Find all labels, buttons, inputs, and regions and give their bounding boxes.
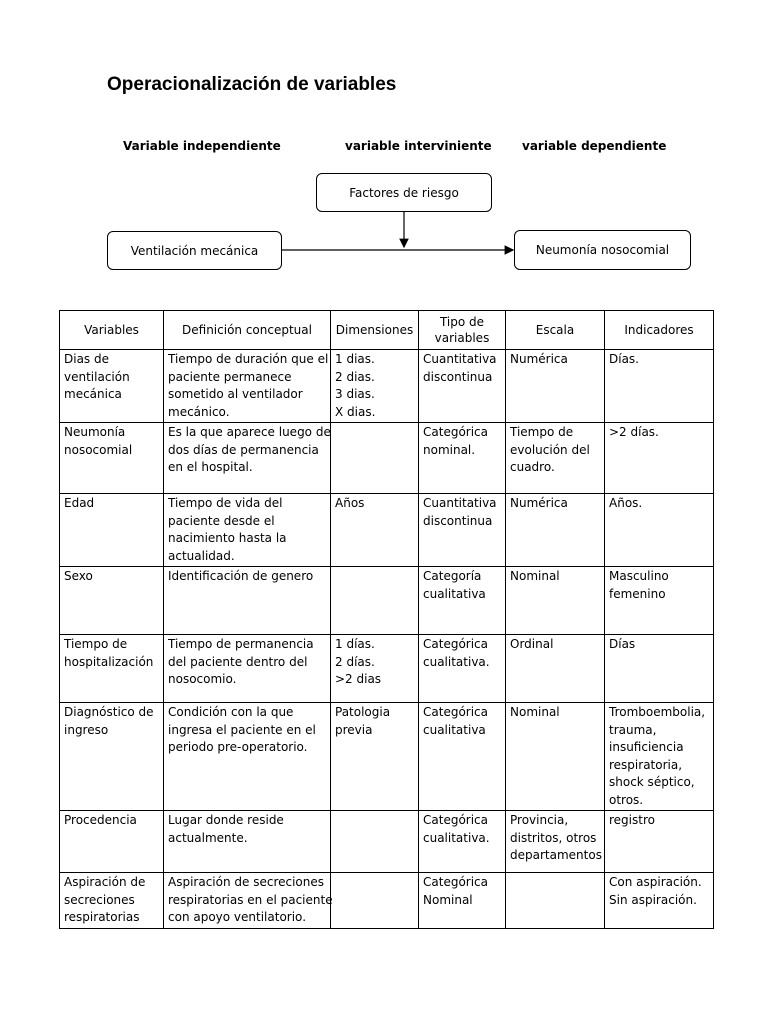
cell-text: nominal. [423,442,476,457]
cell-variable [60,423,164,494]
cell-scale [506,873,605,929]
cell-text: ingresa el paciente en el [168,722,316,737]
cell-indicators [605,703,714,811]
cell-text: Diagnóstico de [64,705,154,719]
cell-text: evolución del [510,442,590,457]
cell-text: cualitativa [423,722,486,737]
cell-dimensions [331,567,419,635]
cell-text: trauma, [609,722,657,737]
cell-text: Identificación de genero [168,569,314,583]
label-dependent-variable: variable dependiente [522,139,667,153]
cell-text: ventilación [64,369,130,384]
cell-text: Días. [609,352,639,366]
cell-text: Tiempo de [64,637,128,651]
header-indicators [605,311,714,350]
cell-text: 2 dias. [335,369,375,384]
header-dimensions [331,311,419,350]
cell-text: distritos, otros [510,830,597,845]
table-row [60,873,714,929]
cell-dimensions [331,811,419,873]
cell-text: Nominal [423,892,473,907]
cell-text: Es la que aparece luego de [168,425,331,439]
cell-text: discontinua [423,369,493,384]
cell-type [419,567,506,635]
cell-text: 1 días. [335,637,375,651]
cell-text: ingreso [64,722,109,737]
cell-text: nosocomio. [168,672,237,686]
cell-text: actualidad. [168,548,235,563]
cell-type [419,423,506,494]
cell-text: Edad [64,496,95,510]
cell-indicators [605,567,714,635]
table-row [60,423,714,494]
cell-dimensions [331,494,419,567]
cell-text: Categórica [423,637,488,651]
cell-type [419,873,506,929]
label-intervening-variable: variable interviniente [345,139,492,153]
cell-definition [164,811,331,873]
header-definition [164,311,331,350]
cell-indicators [605,350,714,423]
page-title: Operacionalización de variables [107,74,397,95]
cell-indicators [605,635,714,703]
header-text: Dimensiones [335,323,414,337]
variables-table [59,310,714,929]
cell-text: Aspiración de [64,875,146,889]
cell-text: Aspiración de secreciones [168,875,325,889]
cell-variable [60,635,164,703]
cell-text: Ordinal [510,637,554,651]
header-scale [506,311,605,350]
table-row [60,350,714,423]
cell-scale [506,423,605,494]
cell-text: del paciente dentro del [168,654,308,669]
header-text: Definición conceptual [182,323,312,337]
table-row [60,811,714,873]
cell-variable [60,703,164,811]
cell-text: 2 días. [335,654,375,669]
cell-text: Dias de [64,352,109,366]
cell-text: periodo pre-operatorio. [168,740,308,754]
cell-text: paciente permanece [168,369,292,384]
cell-text: registro [609,813,655,827]
cell-definition [164,350,331,423]
cell-text: Con aspiración. [609,875,702,889]
cell-text: mecánica [64,387,122,401]
cell-text: Categórica [423,813,488,827]
cell-text: hospitalización [64,654,154,669]
cell-text: dos días de permanencia [168,442,319,457]
cell-text: cuadro. [510,460,555,474]
cell-scale [506,703,605,811]
header-variable [60,311,164,350]
cell-text: Categórica [423,705,488,719]
cell-text: Nominal [510,569,560,583]
cell-text: Provincia, [510,813,569,827]
cell-type [419,635,506,703]
cell-definition [164,567,331,635]
cell-text: Cuantitativa [423,496,497,510]
cell-scale [506,635,605,703]
cell-dimensions [331,635,419,703]
cell-text: Categoría [423,569,482,583]
cell-dimensions [331,873,419,929]
cell-indicators [605,873,714,929]
cell-text: Tiempo de duración que el [168,352,329,366]
cell-definition [164,703,331,811]
cell-text: Lugar donde reside [168,813,284,827]
cell-text: Tromboembolia, [609,705,706,719]
cell-text: Tiempo de [510,425,574,439]
cell-indicators [605,423,714,494]
cell-text: Procedencia [64,813,137,827]
cell-definition [164,494,331,567]
cell-text: nosocomial [64,442,133,457]
cell-type [419,350,506,423]
cell-definition [164,635,331,703]
header-text: Indicadores [624,323,694,337]
header-text: Tipo de [439,315,485,329]
cell-text: Patologia [335,705,391,719]
cell-definition [164,873,331,929]
cell-text: >2 dias [335,672,382,686]
cell-type [419,811,506,873]
header-text: variables [434,331,490,345]
cell-text: en el hospital. [168,460,253,474]
cell-definition [164,423,331,494]
cell-variable [60,811,164,873]
cell-dimensions [331,423,419,494]
cell-variable [60,873,164,929]
cell-text: Numérica [510,496,568,510]
cell-text: 1 dias. [335,352,375,366]
label-independent-variable: Variable independiente [123,139,281,153]
cell-scale [506,350,605,423]
cell-text: cualitativa [423,586,486,601]
cell-scale [506,494,605,567]
header-text: Escala [535,323,575,337]
cell-variable [60,567,164,635]
cell-type [419,494,506,567]
cell-text: Años. [609,496,643,510]
cell-dimensions [331,703,419,811]
cell-text: Cuantitativa [423,352,497,366]
cell-text: Sin aspiración. [609,892,697,907]
cell-text: respiratorias en el paciente [168,892,333,907]
cell-indicators [605,494,714,567]
cell-variable [60,350,164,423]
box-mechanical-ventilation: Ventilación mecánica [107,231,282,270]
cell-text: >2 días. [609,425,659,439]
cell-text: femenino [609,586,666,601]
table-header-row [60,311,714,350]
cell-text: paciente desde el [168,513,275,528]
cell-text: Nominal [510,705,560,719]
cell-text: Categórica [423,425,488,439]
header-type [419,311,506,350]
table-row [60,567,714,635]
cell-variable [60,494,164,567]
cell-text: nacimiento hasta la [168,531,287,545]
cell-text: con apoyo ventilatorio. [168,910,307,924]
table-row [60,494,714,567]
cell-text: Tiempo de vida del [168,496,283,510]
cell-text: Masculino [609,569,669,583]
cell-text: departamentos [510,848,602,862]
cell-text: discontinua [423,513,493,528]
box-risk-factors: Factores de riesgo [316,173,492,212]
cell-text: Condición con la que [168,705,294,719]
cell-text: 3 dias. [335,387,375,401]
cell-text: Categórica [423,875,488,889]
cell-text: cualitativa. [423,830,490,845]
cell-scale [506,811,605,873]
cell-indicators [605,811,714,873]
cell-text: Años [335,496,365,510]
cell-text: otros. [609,792,644,807]
cell-text: mecánico. [168,404,230,419]
cell-text: Días [609,637,636,651]
cell-text: secreciones [64,892,135,907]
cell-scale [506,567,605,635]
cell-text: cualitativa. [423,654,490,669]
cell-text: sometido al ventilador [168,387,303,401]
cell-text: Numérica [510,352,568,366]
cell-text: actualmente. [168,830,248,845]
cell-text: Sexo [64,569,93,583]
cell-text: respiratoria, [609,757,683,772]
header-text: Variables [84,323,139,337]
cell-text: X dias. [335,404,376,419]
cell-text: Neumonía [64,425,126,439]
table-row [60,635,714,703]
cell-text: insuficiencia [609,740,684,754]
table-row [60,703,714,811]
cell-type [419,703,506,811]
cell-text: shock séptico, [609,775,695,789]
box-nosocomial-pneumonia: Neumonía nosocomial [514,230,691,270]
cell-text: respiratorias [64,910,140,924]
cell-text: Tiempo de permanencia [168,637,314,651]
cell-dimensions [331,350,419,423]
cell-text: previa [335,722,373,737]
